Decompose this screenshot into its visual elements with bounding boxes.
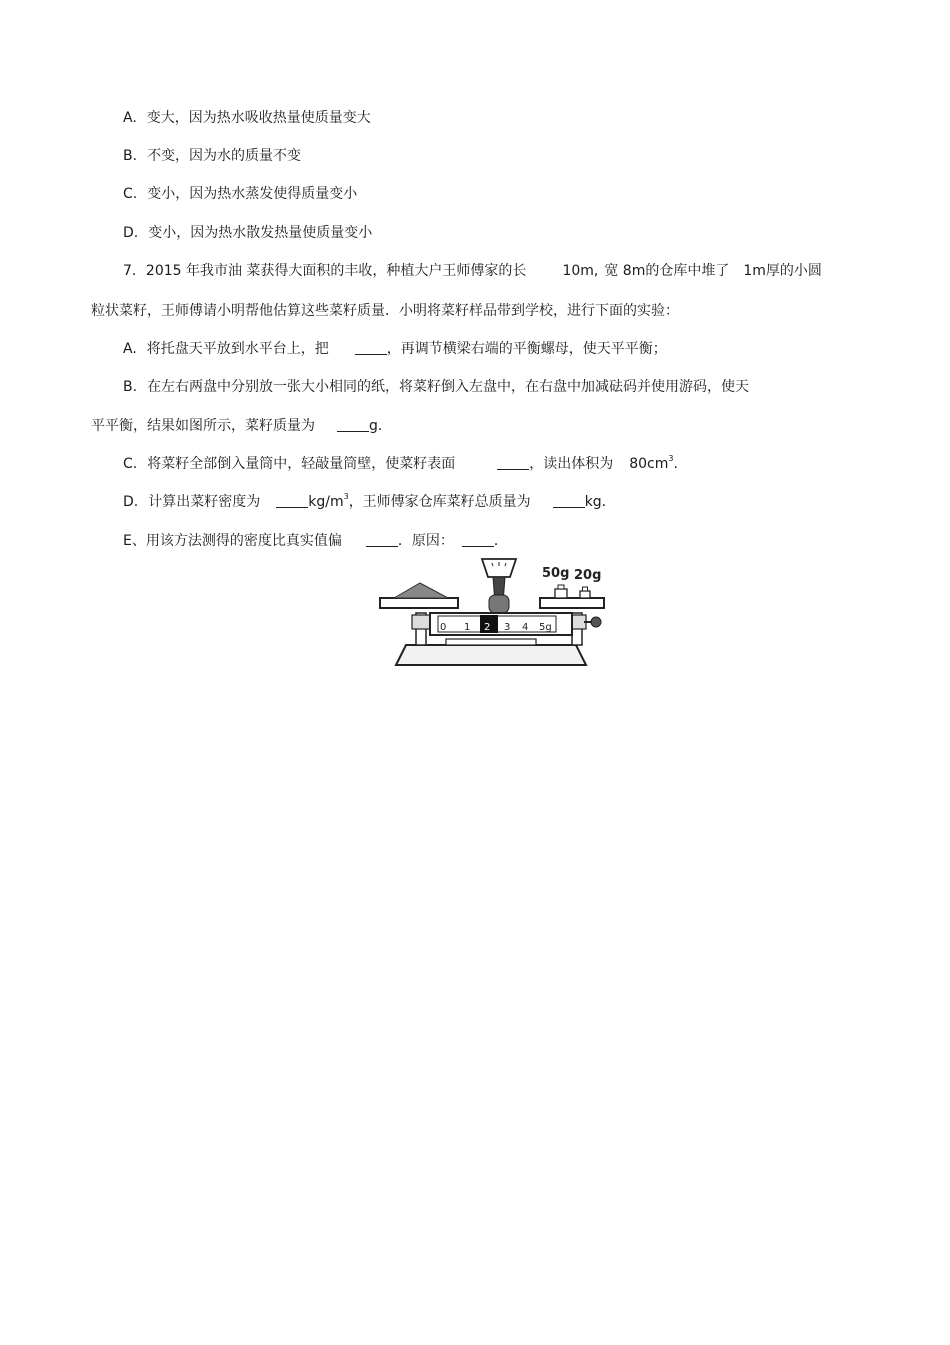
- ruler-tick: 2: [484, 622, 491, 633]
- answer-blank-density[interactable]: [276, 493, 308, 508]
- q7-step-b: [123, 377, 749, 397]
- option-text: 不变，因为水的质量不变: [147, 148, 302, 164]
- step-text: ，读出体积为: [529, 456, 614, 472]
- volume-value: 80cm: [629, 456, 669, 472]
- balance-base: [396, 645, 586, 665]
- q7-step-b-cont: [91, 416, 392, 436]
- weight-50g: [555, 589, 567, 598]
- option-label: A.: [123, 110, 137, 126]
- center-post: [489, 595, 509, 613]
- option-text: 变大，因为热水吸收热量使质量变大: [146, 110, 371, 126]
- answer-blank-mass[interactable]: [337, 417, 369, 432]
- option-label: B.: [123, 148, 138, 164]
- ruler-tick: 1: [464, 622, 471, 633]
- ruler-tick: 0: [440, 622, 447, 633]
- balance-foot: [446, 639, 536, 645]
- step-label: E、: [123, 533, 146, 549]
- step-text: ，再调节横梁右端的平衡螺母，使天平平衡；: [386, 341, 667, 357]
- option-d: [123, 223, 372, 243]
- ruler-tick: 4: [522, 622, 529, 633]
- superscript: 3: [668, 454, 674, 463]
- step-text: 在左右两盘中分别放一张大小相同的纸，将菜籽倒入左盘中，在右盘中加减砝码并使用游码，使天: [147, 379, 750, 395]
- step-text: 平平衡，结果如图所示，菜籽质量为: [91, 418, 315, 434]
- superscript: 3: [343, 492, 349, 501]
- option-c: [123, 184, 357, 204]
- ruler-tick: 5g: [539, 622, 552, 633]
- weight-20g: [580, 591, 590, 598]
- step-label: C.: [123, 456, 138, 472]
- option-a: [123, 108, 371, 128]
- option-label: C.: [123, 186, 138, 202]
- step-label: A.: [123, 341, 137, 357]
- option-text: 变小，因为热水散发热量使质量变小: [148, 225, 373, 241]
- unit-text: kg/m: [308, 494, 344, 510]
- answer-blank-reason[interactable]: [462, 532, 494, 547]
- q7-width-text: 宽 8m的仓库中堆了: [604, 263, 730, 279]
- q7-stem-text: 7．2015 年我市油 菜获得大面积的丰收，种植大户王师傅家的长: [123, 263, 527, 279]
- step-text: 将菜籽全部倒入量筒中，轻敲量筒壁，使菜籽表面: [147, 456, 456, 472]
- balance-screw: [591, 617, 601, 627]
- step-text: ，王师傅家仓库菜籽总质量为: [348, 494, 531, 510]
- punct: .: [673, 456, 678, 472]
- q7-stem-line2: 粒状菜籽，王师傅请小明帮他估算这些菜籽质量．小明将菜籽样品带到学校，进行下面的实验：: [91, 303, 679, 319]
- scale-dial: [482, 559, 516, 577]
- balance-figure: [376, 555, 610, 668]
- step-text: 用该方法测得的密度比真实值偏: [145, 533, 342, 549]
- weight-label-20g: 20g: [574, 568, 602, 583]
- q7-step-d: [123, 492, 616, 512]
- option-label: D.: [123, 225, 139, 241]
- ruler-tick: 3: [504, 622, 511, 633]
- q7-step-a: [123, 339, 667, 359]
- option-text: 变小，因为热水蒸发使得质量变小: [147, 186, 358, 202]
- q7-step-e: [123, 531, 508, 551]
- weight-label-50g: 50g: [542, 566, 570, 581]
- q7-stem-line1: [123, 261, 822, 281]
- answer-blank-bias[interactable]: [366, 532, 398, 547]
- right-pan: [540, 598, 604, 608]
- answer-blank-surface[interactable]: [497, 455, 529, 470]
- q7-step-c: [123, 454, 678, 474]
- step-text: ．原因：: [397, 533, 454, 549]
- step-label: B.: [123, 379, 138, 395]
- q7-length-value: 10m,: [562, 263, 599, 279]
- step-label: D.: [123, 494, 139, 510]
- punct: ．: [493, 533, 508, 549]
- unit-text: g．: [369, 418, 392, 434]
- option-b: [123, 146, 301, 166]
- left-pan: [380, 598, 458, 608]
- left-knob: [412, 615, 430, 629]
- q7-thickness-text: 1m厚的小圆: [743, 263, 822, 279]
- step-text: 计算出菜籽密度为: [148, 494, 261, 510]
- answer-blank[interactable]: [355, 340, 387, 355]
- unit-text: kg．: [584, 494, 616, 510]
- seed-pile: [394, 583, 448, 598]
- step-text: 将托盘天平放到水平台上，把: [146, 341, 329, 357]
- answer-blank-total-mass[interactable]: [553, 493, 585, 508]
